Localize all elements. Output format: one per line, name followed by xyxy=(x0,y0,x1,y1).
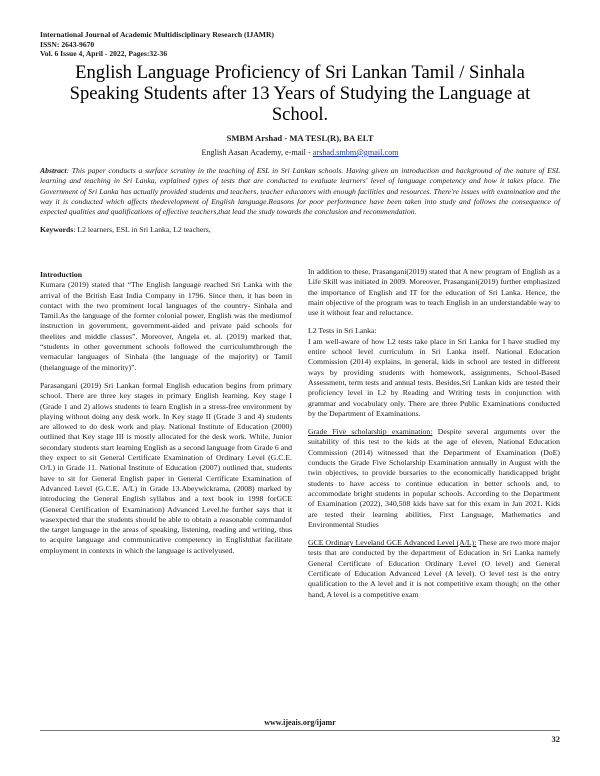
keywords-label: Keywords xyxy=(40,224,74,234)
paper-authors: SMBM Arshad - MA TESL(R), BA ELT xyxy=(226,132,374,143)
section-heading-l2-tests: L2 Tests in Sri Lanka: xyxy=(308,326,377,336)
footer-divider xyxy=(40,730,560,731)
paragraph: Parasangani (2019) Sri Lankan formal English education begins from primary school. There are three key stages in primary English learning. Key stage I (Grade 1 and 2) allows students to learn English in a stress-free environment by playing without doing any desk work. In Key stage II (Grade 3 and 4) students are allowed to do desk work and play. National Institute of Education (2000) outlined that Key stage III is mostly allocated for the desk work. While, Junior secondary students start learning English as a second language from Grade 6 and they expect to sit General Certificate Examination of Ordinary Level (G.C.E. O/L) in Grade 11. National Institute of Education (2007) outlined that, students have to sit for General English paper in General Certificate Examination of Advanced Level (G.C.E. A/L) in Grade 13.Abeywickrama, (2008) marked by introducing the General English syllabus and a text book in 1998 forGCE (General Certification of Examination) Advanced Level.he further says that it wasexpected that the students should be able to obtain a reasonable commandof the target language in the areas of speaking, listening, reading and writing, thus to acquire language and communicative competency in Englishthat facilitate employment in contexts in which the language is activelyused. xyxy=(40,380,292,555)
page-number: 32 xyxy=(551,734,560,744)
footer-url: www.ijeais.org/ijamr xyxy=(264,718,336,727)
affiliation xyxy=(40,148,560,157)
journal-volume: Vol. 6 Issue 4, April - 2022, Pages:32-36 xyxy=(40,49,168,59)
journal-name: International Journal of Academic Multidisciplinary Research (IJAMR) xyxy=(40,30,274,39)
paragraph: Kumara (2019) stated that “The English language reached Sri Lanka with the arrival of the British East India Company in 1796. Since then, it has been in contact with the two prominent local languages of the country- Sinhala and Tamil.As the language of the former colonial power, English was the mediumof instruction in government, government-aided and private paid schools for theelites and middle classes”. Moreover, Angela et. al. (2019) marked that, “students in other government schools followed the curriculumthrough the vernacular languages of Sinhala (the language of the majority) or Tamil (thelanguage of the minority)”. xyxy=(40,280,292,372)
abstract-text: : This paper conducts a surface scrutiny in the teaching of ESL in Sri Lankan schools. Having given an introduction and background of the nature of ESL learning and teaching in Sri Lanka, explained types of tests that are conducted to evaluate learners' level of language competency and how it takes place. The Government of Sri Lanka has actually provided students and teachers, teacher educators with enough facilities and resources. There're issues with examination and the way it is conducted which affects thedevelopment of English language.Reasons for poor performance have been taken into study and follows the consequence of expected qualities and qualifications of effective teachers,that lead the study towards the conclusion and recommendation. xyxy=(40,165,560,217)
right-column xyxy=(308,267,560,608)
page-header xyxy=(40,30,560,234)
paragraph xyxy=(308,427,560,530)
affiliation-text: English Aasan Academy, e-mail - xyxy=(201,147,311,157)
abstract xyxy=(40,166,560,218)
abstract-label: Abstract xyxy=(40,165,67,175)
paragraph-text: Despite several arguments over the suitability of this test to the kids at the age of eleven, National Education Commission (2014) witnessed that the Department of Examination (DoE) conducts the Grade Five Scholarship Examination annually in August with the twin objectives, to provide bursaries to the economically handicapped bright students to have access to continue education in better schools and, to accommodate bright students in popular schools. According to the Department of Examination (2022), 340,508 kids have sat for this exam in Jan 2021. Kids are tested their learning abilities, First Language, Mathematics and Environmental Studies xyxy=(308,427,560,529)
journal-issn: ISSN: 2643-9670 xyxy=(40,39,95,49)
subheading-gce: GCE Ordinary Leveland GCE Advanced Level (A/L): xyxy=(308,538,477,548)
keywords xyxy=(40,225,560,234)
left-column xyxy=(40,270,292,564)
subheading-grade-five: Grade Five scholarship examination: xyxy=(308,427,433,437)
paragraph: In addition to these, Prasangani(2019) stated that A new program of English as a Life Skill was initiated in 2009. Moreover, Prasangani(2019) further emphasized the importance of English and IT for the education of Sri Lanka. Hence, the main objective of the program was to teach English in an understandable way to use it without fear and reluctance. xyxy=(308,267,560,318)
paragraph: I am well-aware of how L2 tests take place in Sri Lanka for I have studied my entire school level curriculum in Sri Lanka itself. National Education Commission (2014) explains, in general, kids in school are tested in different ways by providing students with homework, assignments, School-Based Assessment, term tests and annual tests. Besides,Sri Lankan kids are tested their proficiency level in L2 by Reading and Writing tests in conjunction with grammar and vocabulary only. There are three Public Examinations conducted by the Department of Examinations. xyxy=(308,336,560,418)
section-heading-introduction: Introduction xyxy=(40,270,83,279)
paragraph-text: These are two more major tests that are conducted by the department of Education in Sri Lanka namely General Certificate of Education Ordinary Level (O level) and General Certificate of Education Advanced Level (A level). O level test is the entry qualification to the A level and it is not competitive exam though; on the other hand, A level is a competitive exam xyxy=(308,538,560,599)
paper-title: English Language Proficiency of Sri Lankan Tamil / Sinhala Speaking Students after 13 Years of Studying the Language at School. xyxy=(69,61,531,125)
author-email-link[interactable]: arshad.smbm@gmail.com xyxy=(312,147,399,157)
paragraph xyxy=(308,538,560,600)
keywords-text: : L2 learners, ESL in Sri Lanka, L2 teachers, xyxy=(73,224,211,234)
